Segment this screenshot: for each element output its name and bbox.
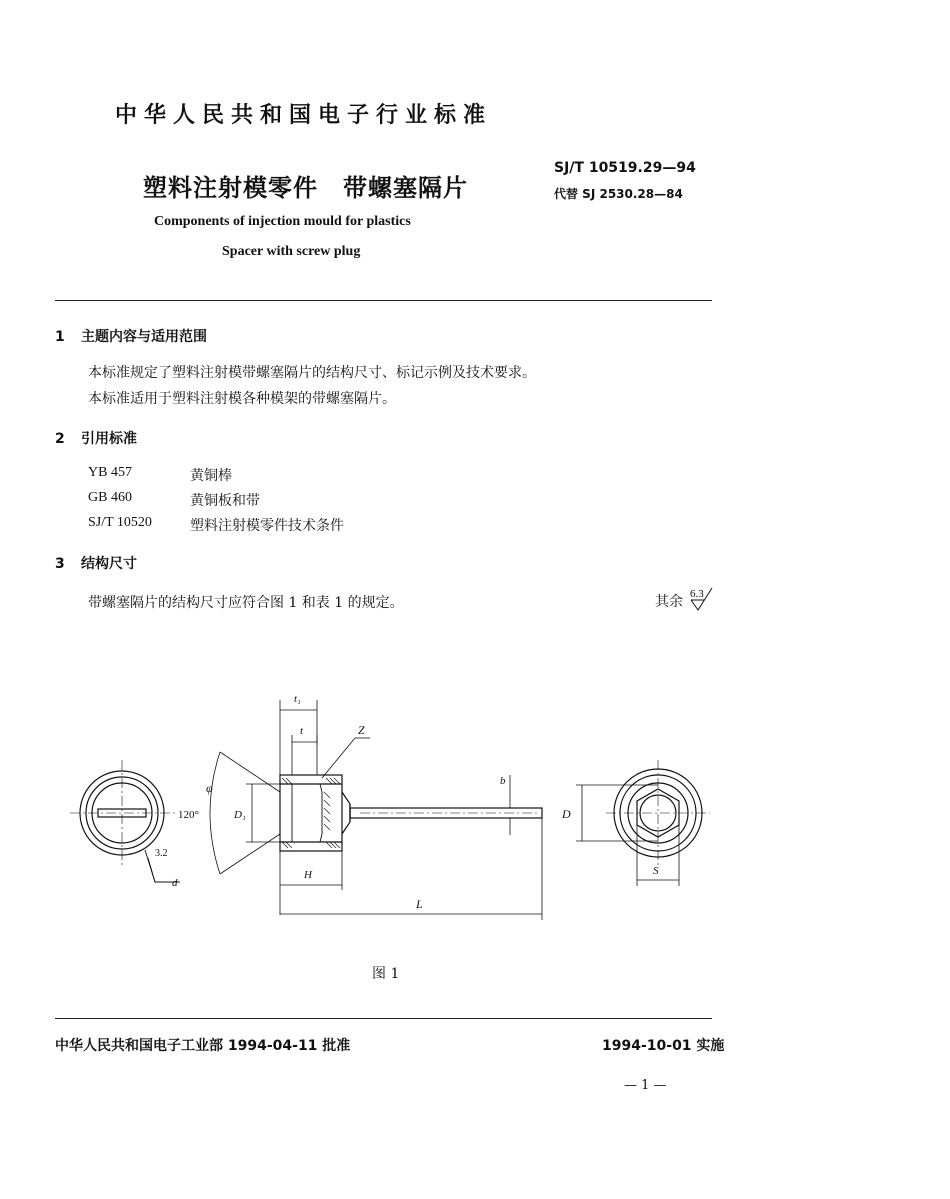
spacer-blade — [350, 808, 542, 818]
section-1-title: 主题内容与适用范围 — [81, 329, 207, 345]
section-3-paragraph: 带螺塞隔片的结构尺寸应符合图 1 和表 1 的规定。 — [88, 595, 404, 611]
roughness-symbol-icon — [688, 586, 722, 612]
label-angle: 120° — [178, 809, 199, 821]
label-roughness-left: 3.2 — [155, 848, 168, 859]
section-1-paragraph-2: 本标准适用于塑料注射模各种模架的带螺塞隔片。 — [88, 391, 396, 407]
label-d1: D₁ — [234, 809, 246, 821]
section-3-title: 结构尺寸 — [81, 556, 137, 572]
reference-code: YB 457 — [88, 465, 132, 480]
effective-date: 1994-10-01 实施 — [602, 1038, 725, 1054]
reference-name: 黄铜板和带 — [190, 493, 260, 509]
reference-code: SJ/T 10520 — [88, 515, 152, 530]
figure-1-drawing — [60, 680, 720, 930]
document-title-en-line2: Spacer with screw plug — [222, 244, 361, 259]
section-3-number: 3 — [55, 556, 65, 572]
section-3-heading — [55, 553, 137, 573]
label-t: t — [300, 725, 304, 737]
section-2-heading — [55, 428, 137, 448]
section-1-heading — [55, 326, 207, 346]
label-l: L — [416, 897, 423, 911]
reference-code: GB 460 — [88, 490, 132, 505]
section-2-title: 引用标准 — [81, 431, 137, 447]
replaced-standard: 代替 SJ 2530.28—84 — [554, 187, 683, 201]
section-1-number: 1 — [55, 329, 65, 345]
label-b: b — [500, 775, 506, 787]
dimension-lines — [210, 700, 542, 920]
section-1-paragraph-1: 本标准规定了塑料注射模带螺塞隔片的结构尺寸、标记示例及技术要求。 — [88, 365, 536, 381]
label-h: H — [304, 869, 312, 881]
label-z: Z — [358, 723, 365, 737]
label-phi: φ — [206, 781, 213, 795]
page-number: — 1 — — [624, 1078, 667, 1093]
roughness-prefix: 其余 — [655, 594, 683, 610]
reference-name: 黄铜棒 — [190, 468, 232, 484]
document-title-en-line1: Components of injection mould for plastics — [154, 214, 411, 229]
reference-name: 塑料注射模零件技术条件 — [190, 518, 344, 534]
footer-divider — [55, 1018, 712, 1019]
label-d-big: D — [562, 807, 571, 821]
standard-code: SJ/T 10519.29—94 — [554, 160, 696, 176]
header-divider — [55, 300, 712, 301]
plug-body-side-view — [280, 775, 350, 851]
label-t1: t₁ — [294, 693, 301, 705]
left-end-view — [70, 760, 180, 882]
document-title-cn: 塑料注射模零件 带螺塞隔片 — [143, 174, 468, 202]
figure-caption: 图 1 — [372, 966, 400, 982]
label-d-small: d — [172, 877, 178, 889]
right-end-view — [576, 760, 710, 886]
roughness-value: 6.3 — [690, 588, 704, 600]
section-2-number: 2 — [55, 431, 65, 447]
approval-line: 中华人民共和国电子工业部 1994-04-11 批准 — [55, 1038, 351, 1054]
label-s: S — [653, 865, 659, 877]
issuing-org-title: 中华人民共和国电子行业标准 — [115, 103, 493, 128]
surface-roughness-note — [655, 586, 722, 612]
